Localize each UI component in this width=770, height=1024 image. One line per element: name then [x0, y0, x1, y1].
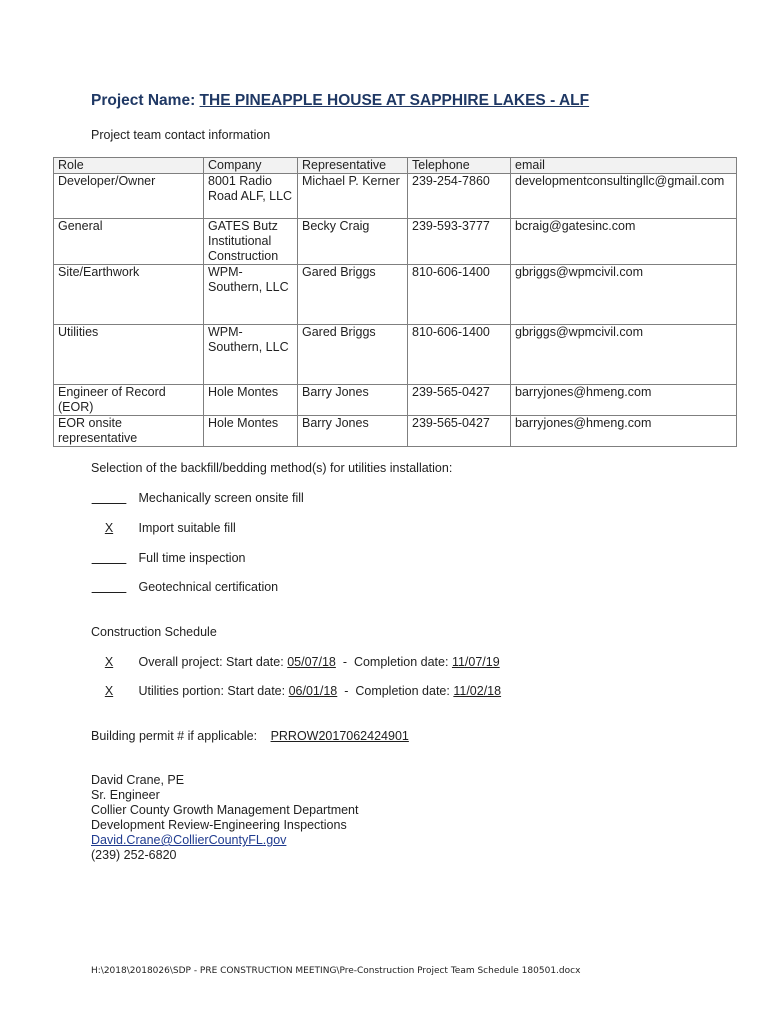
permit-label: Building permit # if applicable:	[91, 729, 258, 743]
backfill-option	[91, 491, 304, 505]
table-header-row	[54, 158, 737, 174]
utilities-mark: X	[104, 684, 114, 698]
role-cell: EOR onsite representative	[54, 416, 204, 447]
email-cell: barryjones@hmeng.com	[511, 385, 737, 416]
company-cell: 8001 Radio Road ALF, LLC	[204, 174, 298, 219]
company-cell: GATES Butz Institutional Construction	[204, 219, 298, 265]
telephone-cell: 239-254-7860	[408, 174, 511, 219]
utilities-start-label: Start date:	[227, 684, 286, 698]
table-row	[54, 265, 737, 325]
representative-cell: Becky Craig	[298, 219, 408, 265]
contact-title: Sr. Engineer	[91, 788, 160, 802]
table-row	[54, 325, 737, 385]
backfill-option	[91, 580, 278, 594]
contact-name: David Crane, PE	[91, 773, 185, 787]
col-telephone-header: Telephone	[408, 158, 511, 174]
option-blank: X	[104, 521, 114, 535]
backfill-heading: Selection of the backfill/bedding method(s) for utilities installation:	[91, 461, 453, 475]
email-cell: barryjones@hmeng.com	[511, 416, 737, 447]
schedule-heading: Construction Schedule	[91, 625, 217, 639]
representative-cell: Michael P. Kerner	[298, 174, 408, 219]
telephone-cell: 239-565-0427	[408, 416, 511, 447]
overall-start-label: Start date:	[226, 655, 284, 669]
option-blank	[91, 491, 127, 505]
option-blank	[91, 551, 127, 565]
option-label: Full time inspection	[138, 551, 246, 565]
project-name: THE PINEAPPLE HOUSE AT SAPPHIRE LAKES - ALF	[199, 92, 590, 109]
col-representative-header: Representative	[298, 158, 408, 174]
contact-phone: (239) 252-6820	[91, 848, 177, 862]
backfill-option	[91, 551, 245, 565]
telephone-cell: 810-606-1400	[408, 265, 511, 325]
team-heading: Project team contact information	[91, 128, 271, 142]
role-cell: Developer/Owner	[54, 174, 204, 219]
contact-email-link[interactable]: David.Crane@CollierCountyFL.gov	[91, 833, 287, 847]
representative-cell: Gared Briggs	[298, 265, 408, 325]
utilities-start-date: 06/01/18	[288, 684, 338, 698]
col-email-header: email	[511, 158, 737, 174]
email-cell: gbriggs@wpmcivil.com	[511, 325, 737, 385]
email-cell: developmentconsultingllc@gmail.com	[511, 174, 737, 219]
col-role-header: Role	[54, 158, 204, 174]
backfill-option	[91, 521, 236, 535]
role-cell: Engineer of Record (EOR)	[54, 385, 204, 416]
role-cell: Utilities	[54, 325, 204, 385]
utilities-completion-label: Completion date:	[355, 684, 450, 698]
representative-cell: Gared Briggs	[298, 325, 408, 385]
role-cell: General	[54, 219, 204, 265]
representative-cell: Barry Jones	[298, 385, 408, 416]
utilities-completion-date: 11/02/18	[453, 684, 502, 698]
schedule-overall-line: X Overall project: Start date: 05/07/18 - Completion date: 11/07/19	[91, 655, 500, 669]
overall-completion-date: 11/07/19	[451, 655, 500, 669]
schedule-utilities-line: X Utilities portion: Start date: 06/01/18 - Completion date: 11/02/18	[91, 684, 501, 698]
contact-division: Development Review-Engineering Inspections	[91, 818, 347, 832]
company-cell: Hole Montes	[204, 385, 298, 416]
table-row	[54, 416, 737, 447]
role-cell: Site/Earthwork	[54, 265, 204, 325]
permit-number: PRROW2017062424901	[270, 729, 409, 743]
permit-line	[91, 729, 409, 743]
table-row	[54, 385, 737, 416]
telephone-cell: 810-606-1400	[408, 325, 511, 385]
footer-file-path: H:\2018\2018026\SDP - PRE CONSTRUCTION MEETING\Pre-Construction Project Team Schedule 180501.docx	[91, 966, 581, 976]
company-cell: WPM-Southern, LLC	[204, 265, 298, 325]
contact-email-line	[91, 833, 286, 847]
telephone-cell: 239-593-3777	[408, 219, 511, 265]
email-cell: gbriggs@wpmcivil.com	[511, 265, 737, 325]
option-blank	[91, 580, 127, 594]
table-row	[54, 219, 737, 265]
overall-label: Overall project:	[138, 655, 223, 669]
telephone-cell: 239-565-0427	[408, 385, 511, 416]
option-label: Geotechnical certification	[138, 580, 279, 594]
overall-completion-label: Completion date:	[353, 655, 449, 669]
company-cell: WPM-Southern, LLC	[204, 325, 298, 385]
email-cell: bcraig@gatesinc.com	[511, 219, 737, 265]
overall-start-date: 05/07/18	[287, 655, 336, 669]
utilities-label: Utilities portion:	[138, 684, 224, 698]
company-cell: Hole Montes	[204, 416, 298, 447]
col-company-header: Company	[204, 158, 298, 174]
option-label: Mechanically screen onsite fill	[138, 491, 304, 505]
page-title	[91, 92, 589, 110]
representative-cell: Barry Jones	[298, 416, 408, 447]
team-table	[53, 157, 737, 447]
option-label: Import suitable fill	[138, 521, 236, 535]
table-row	[54, 174, 737, 219]
overall-mark: X	[104, 655, 114, 669]
contact-department: Collier County Growth Management Department	[91, 803, 359, 817]
project-name-label: Project Name:	[91, 92, 196, 109]
